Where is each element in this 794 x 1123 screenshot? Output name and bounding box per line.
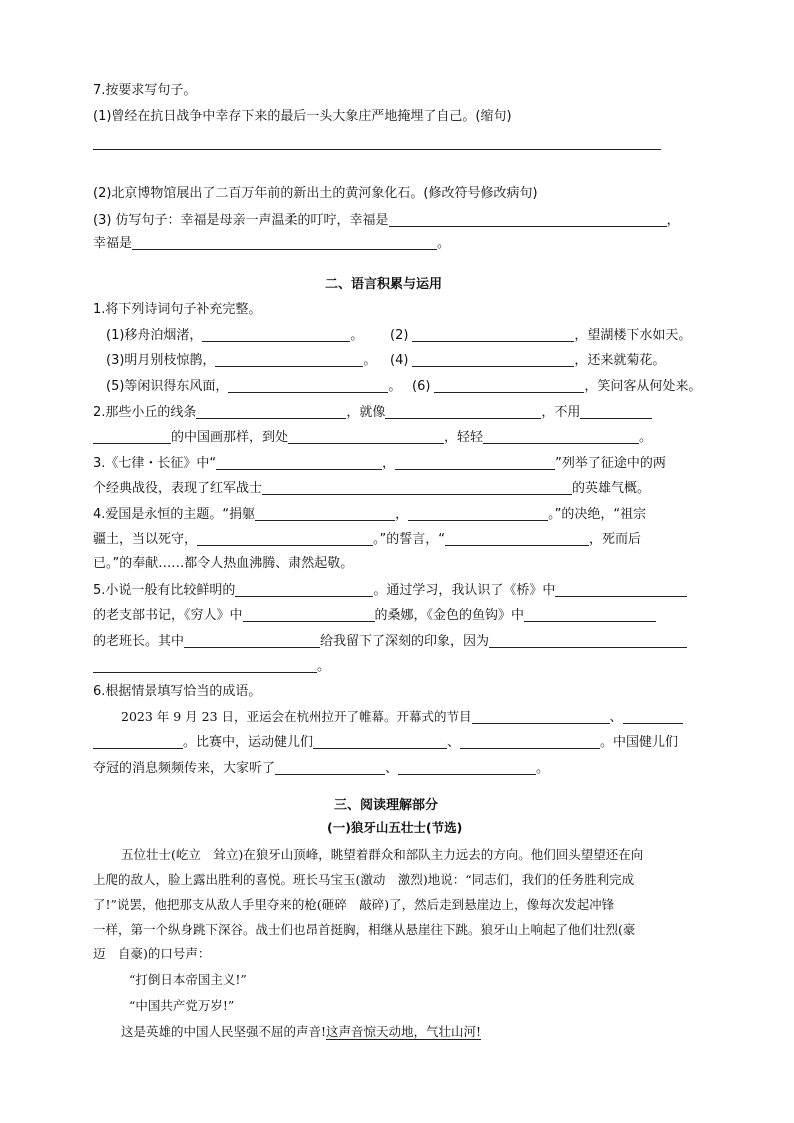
blank[interactable] <box>398 761 536 775</box>
s2-q4-line-2 <box>93 532 641 548</box>
q4-text-e: 。”的誓言，“ <box>373 532 445 547</box>
q7-sentence-1: (1)曾经在抗日战争中幸存下来的最后一头大象庄严地掩埋了自己。(缩句) <box>93 109 512 124</box>
blank[interactable] <box>385 405 541 419</box>
passage-line-7: “中国共产党万岁!” <box>129 998 235 1013</box>
blank[interactable] <box>243 608 375 622</box>
q7-s3-text: (3) 仿写句子：幸福是母亲一声温柔的叮咛，幸福是 <box>93 213 389 228</box>
blank[interactable] <box>132 236 437 250</box>
s2-q5-line-1 <box>93 583 687 599</box>
blank[interactable] <box>262 481 572 495</box>
s2-q6-line-1 <box>121 709 683 726</box>
blank[interactable] <box>408 507 548 521</box>
q2-text-d: 的中国画那样，到处 <box>171 430 289 445</box>
s2-q1-row-2 <box>106 353 376 369</box>
blank[interactable] <box>215 353 363 367</box>
q2-text-e: ，轻轻 <box>444 430 484 445</box>
q3-text-b: ， <box>382 456 396 471</box>
s2-q1-row-1b <box>390 328 691 344</box>
blank[interactable] <box>93 735 183 749</box>
q7-s3-end: 。 <box>437 236 451 251</box>
q4-text-f: ，死而后 <box>589 532 642 547</box>
blank[interactable] <box>395 456 555 470</box>
passage-line-8a: 这是英雄的中国人民坚强不屈的声音! <box>121 1024 327 1039</box>
poem-6: (6) <box>412 379 431 394</box>
s2-q6-title: 6.根据情景填写恰当的成语。 <box>93 684 262 699</box>
blank[interactable] <box>93 659 317 673</box>
s2-q2-line-1 <box>93 405 652 421</box>
blank[interactable] <box>255 507 395 521</box>
passage-line-4: 一样，第一个纵身跳下深谷。战士们也昂首挺胸，相继从悬崖往下跳。狼牙山上响起了他们壮烈(豪 <box>93 922 636 937</box>
blank[interactable] <box>483 430 639 444</box>
q7-s3-comma: ， <box>666 213 680 228</box>
q2-text-b: ，就像 <box>346 405 386 420</box>
s2-q3-line-1 <box>93 456 666 472</box>
q7-s3-text-2: 幸福是 <box>93 236 133 251</box>
blank[interactable] <box>389 213 667 227</box>
q4-text-d: 疆土，当以死守， <box>93 532 198 547</box>
poem-4-end: ，还来就菊花。 <box>574 353 666 368</box>
s2-q4-line-1 <box>93 507 646 523</box>
section-3-title: 三、阅读理解部分 <box>334 798 439 813</box>
blank[interactable] <box>445 532 589 546</box>
s2-q2-line-2 <box>93 430 652 446</box>
blank[interactable] <box>288 430 444 444</box>
q6-text-b: 、 <box>609 710 623 725</box>
q3-text-e: 的英雄气概。 <box>572 481 651 496</box>
passage-line-8 <box>121 1024 481 1040</box>
blank[interactable] <box>580 405 652 419</box>
poem-1: (1)移舟泊烟渚， <box>106 328 203 343</box>
q7-sentence-3-cont <box>93 236 450 252</box>
s2-q1-row-3 <box>106 379 401 395</box>
q7-title: 7.按要求写句子。 <box>93 83 197 98</box>
q3-text-c: ”列举了征途中的两 <box>555 456 666 471</box>
q3-text-d: 个经典战役，表现了红军战士 <box>93 481 263 496</box>
q6-text-h: 。 <box>536 761 550 776</box>
s2-q5-line-4 <box>93 659 330 675</box>
passage-line-6: “打倒日本帝国主义!” <box>129 972 247 987</box>
passage-title: (一)狼牙山五壮士(节选) <box>327 820 463 835</box>
passage-line-2: 上爬的敌人，脸上露出胜利的喜悦。班长马宝玉(激动 激烈)地说：“同志们，我们的任务胜利完成 <box>93 872 635 887</box>
q2-text-f: 。 <box>639 430 653 445</box>
blank[interactable] <box>202 328 350 342</box>
q5-text-d: 的桑娜，《金色的鱼钩》中 <box>374 608 525 623</box>
s2-q3-line-2 <box>93 481 650 497</box>
poem-2: (2) <box>390 328 409 343</box>
q4-text-a: 4.爱国是永恒的主题。“捐躯 <box>93 507 256 522</box>
poem-2-end: ，望湖楼下水如天。 <box>574 328 692 343</box>
underlined-sentence: 这声音惊天动地，气壮山河! <box>326 1024 482 1039</box>
q6-text-g: 、 <box>385 761 399 776</box>
q5-text-a: 5.小说一般有比较鲜明的 <box>93 583 236 598</box>
s2-q1-title: 1.将下列诗词句子补充完整。 <box>93 302 262 317</box>
s2-q1-row-2b <box>390 353 665 369</box>
q5-text-e: 的老班长。其中 <box>93 634 185 649</box>
poem-5: (5)等闲识得东风面， <box>106 379 229 394</box>
q5-text-c: 的老支部书记，《穷人》中 <box>93 608 243 623</box>
s2-q6-line-3 <box>93 761 549 777</box>
q6-text-a: 2023 年 9 月 23 日，亚运会在杭州拉开了帷幕。开幕式的节目 <box>121 709 472 724</box>
q5-text-b: 。通过学习，我认识了《桥》中 <box>373 583 556 598</box>
blank[interactable] <box>460 735 600 749</box>
blank[interactable] <box>275 761 385 775</box>
passage-line-5: 迈 自豪)的口号声： <box>93 946 211 961</box>
blank[interactable] <box>93 430 171 444</box>
poem-4: (4) <box>390 353 409 368</box>
q4-text-c: 。”的决绝，“祖宗 <box>548 507 647 522</box>
s2-q1-row-3b <box>412 379 701 395</box>
blank[interactable] <box>434 379 584 393</box>
punct: 。 <box>363 353 377 368</box>
blank[interactable] <box>197 532 373 546</box>
s2-q1-row-1 <box>106 328 363 344</box>
passage-line-3: 了!”说罢，他把那支从敌人手里夺来的枪(砸碎 敲碎)了，然后走到悬崖边上，像每次发起冲锋 <box>93 897 615 912</box>
punct: 。 <box>350 328 364 343</box>
blank[interactable] <box>623 710 683 724</box>
s2-q6-line-2 <box>93 735 678 751</box>
blank[interactable] <box>555 583 687 597</box>
s2-q4-line-3: 已。”的奉献……都令人热血沸腾、肃然起敬。 <box>93 556 354 571</box>
punct: 。 <box>388 379 402 394</box>
s2-q5-line-3 <box>93 634 687 650</box>
blank[interactable] <box>216 456 382 470</box>
q7-sentence-3 <box>93 213 680 229</box>
blank[interactable] <box>489 634 687 648</box>
blank[interactable] <box>235 583 373 597</box>
q7-sentence-2: (2)北京博物馆展出了二百万年前的新出土的黄河象化石。(修改符号修改病句) <box>93 186 538 201</box>
q5-text-f: 给我留下了深刻的印象，因为 <box>320 634 490 649</box>
q2-text-a: 2.那些小丘的线条 <box>93 405 197 420</box>
blank[interactable] <box>313 735 447 749</box>
passage-line-1: 五位壮士(屹立 耸立)在狼牙山顶峰，眺望着群众和部队主力远去的方向。他们回头望望还在向 <box>121 847 644 862</box>
q2-text-c: ，不用 <box>541 405 581 420</box>
q3-text-a: 3.《七律・长征》中“ <box>93 456 217 471</box>
q6-text-f: 夺冠的消息频频传来，大家听了 <box>93 761 276 776</box>
blank[interactable] <box>228 379 388 393</box>
q6-text-d: 、 <box>447 735 461 750</box>
q4-text-b: ， <box>395 507 409 522</box>
poem-6-end: ，笑问客从何处来。 <box>584 379 702 394</box>
q5-text-g: 。 <box>317 659 331 674</box>
blank[interactable] <box>412 328 574 342</box>
blank[interactable] <box>472 710 610 724</box>
blank[interactable] <box>184 634 320 648</box>
q7-answer-line-1[interactable] <box>93 149 661 150</box>
q6-text-e: 。中国健儿们 <box>600 735 679 750</box>
blank[interactable] <box>524 608 656 622</box>
section-2-title: 二、语言积累与运用 <box>325 277 443 292</box>
blank[interactable] <box>196 405 346 419</box>
blank[interactable] <box>412 353 574 367</box>
poem-3: (3)明月别枝惊鹊， <box>106 353 216 368</box>
q6-text-c: 。比赛中，运动健儿们 <box>183 735 314 750</box>
s2-q5-line-2 <box>93 608 656 624</box>
